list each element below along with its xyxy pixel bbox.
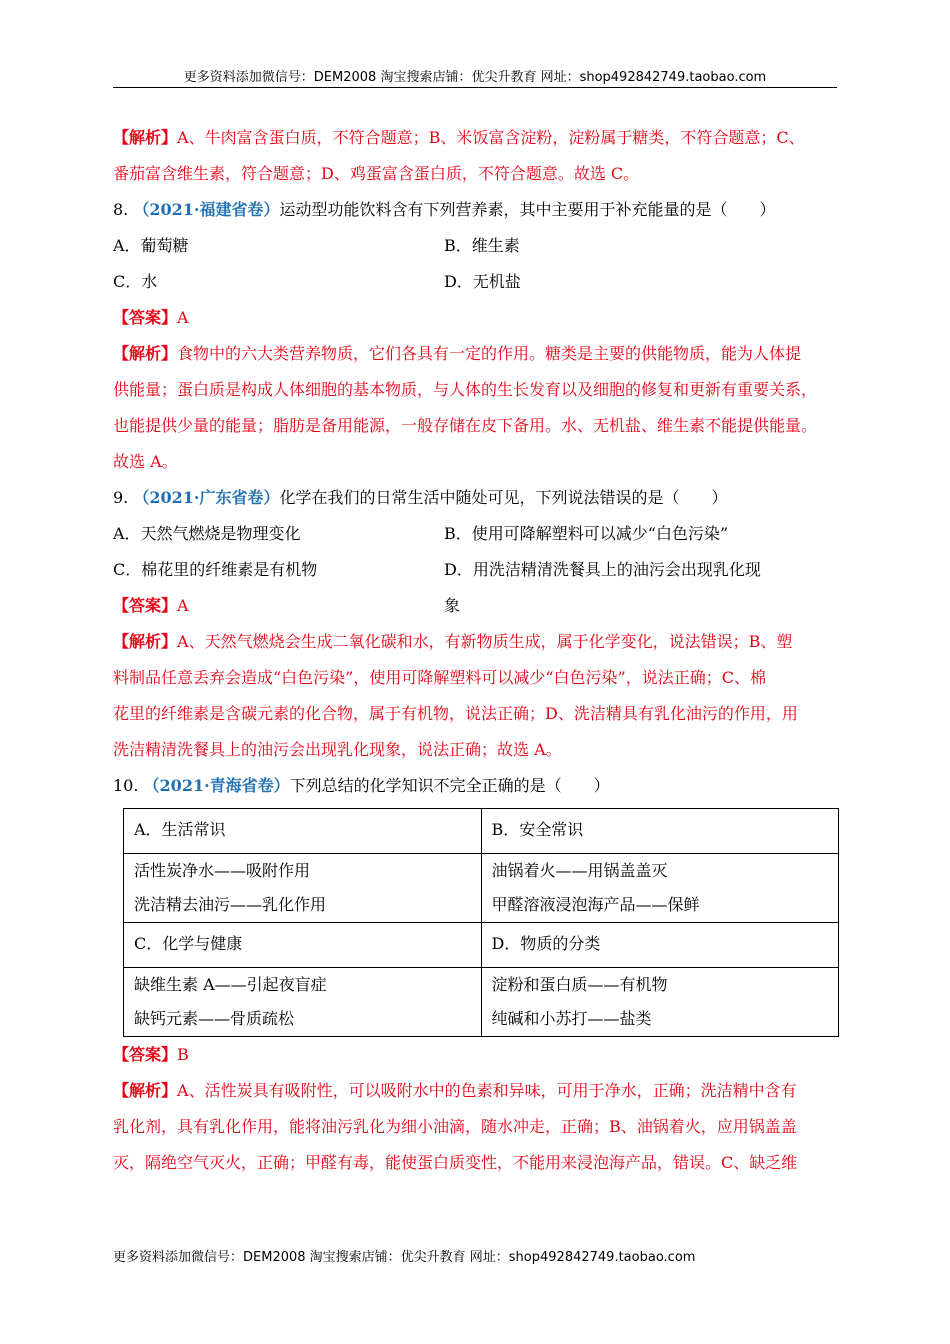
q10-analysis-line: 乳化剂，具有乳化作用，能将油污乳化为细小油滴，随水冲走，正确；B、油锅着火，应用锅盖盖 <box>113 1117 797 1136</box>
q10-stem: 10. （2021·青海省卷）下列总结的化学知识不完全正确的是（ ） <box>113 776 610 795</box>
q9-option-a: A．天然气燃烧是物理变化 <box>113 524 301 543</box>
q9-option-d: D．用洗洁精清洗餐具上的油污会出现乳化现象 <box>444 560 761 615</box>
table-cell-body: 活性炭净水——吸附作用 洗洁精去油污——乳化作用 <box>124 854 482 923</box>
q8-analysis-line: 供能量；蛋白质是构成人体细胞的基本物质，与人体的生长发育以及细胞的修复和更新有重要关系， <box>113 380 818 399</box>
q9-analysis-line: 花里的纤维素是含碳元素的化合物，属于有机物，说法正确；D、洗洁精具有乳化油污的作用，用 <box>113 704 798 723</box>
q8-source: （2021·福建省卷） <box>133 200 280 219</box>
q7-analysis-line: 【解析】A、牛肉富含蛋白质，不符合题意；B、米饭富含淀粉，淀粉属于糖类，不符合题意；C、 <box>113 128 805 147</box>
page-footer: 更多资料添加微信号：DEM2008 淘宝搜索店铺：优尖升教育 网址：shop492842749.taobao.com <box>113 1250 696 1265</box>
table-cell-title: A．生活常识 <box>124 809 482 854</box>
q9-source: （2021·广东省卷） <box>133 488 280 507</box>
q9-answer: 【答案】A <box>113 596 189 615</box>
q8-option-d: D．无机盐 <box>444 272 521 291</box>
page-content <box>113 120 837 1181</box>
q10-analysis-line: 【解析】A、活性炭具有吸附性，可以吸附水中的色素和异味，可用于净水，正确；洗洁精中含有 <box>113 1081 797 1100</box>
q10-options-table <box>123 808 839 1037</box>
q7-analysis-line: 番茄富含维生素，符合题意；D、鸡蛋富含蛋白质，不符合题意。故选 C。 <box>113 164 640 183</box>
q8-options-row <box>113 228 837 264</box>
table-cell-body: 缺维生素 A——引起夜盲症 缺钙元素——骨质疏松 <box>124 968 482 1037</box>
q10-analysis-line: 灭，隔绝空气灭火，正确；甲醛有毒，能使蛋白质变性，不能用来浸泡海产品，错误。C、缺乏维 <box>113 1153 798 1172</box>
q9-analysis-line: 料制品任意丢弃会造成“白色污染”，使用可降解塑料可以减少“白色污染”，说法正确；C、棉 <box>113 668 766 687</box>
q9-option-b: B．使用可降解塑料可以减少“白色污染” <box>444 524 729 543</box>
table-cell-title: C．化学与健康 <box>124 923 482 968</box>
table-cell-body: 油锅着火——用锅盖盖灭 甲醛溶液浸泡海产品——保鲜 <box>481 854 839 923</box>
q8-option-a: A．葡萄糖 <box>113 236 189 255</box>
q9-analysis-line: 洗洁精清洗餐具上的油污会出现乳化现象，说法正确；故选 A。 <box>113 740 562 759</box>
q10-source: （2021·青海省卷） <box>143 776 290 795</box>
page-header: 更多资料添加微信号：DEM2008 淘宝搜索店铺：优尖升教育 网址：shop492842749.taobao.com <box>183 70 767 85</box>
q10-answer: 【答案】B <box>113 1045 189 1064</box>
q9-option-c: C．棉花里的纤维素是有机物 <box>113 560 318 579</box>
q8-answer: 【答案】A <box>113 308 189 327</box>
q8-option-b: B．维生素 <box>444 236 520 255</box>
q9-analysis-line: 【解析】A、天然气燃烧会生成二氧化碳和水，有新物质生成，属于化学变化，说法错误；B、塑 <box>113 632 793 651</box>
table-cell-title: B．安全常识 <box>481 809 839 854</box>
q8-analysis-line: 【解析】食物中的六大类营养物质，它们各具有一定的作用。糖类是主要的供能物质，能为人体提 <box>113 344 802 363</box>
header-divider <box>113 87 837 88</box>
q8-stem: 8. （2021·福建省卷）运动型功能饮料含有下列营养素，其中主要用于补充能量的是（ ） <box>113 200 776 219</box>
q9-stem: 9. （2021·广东省卷）化学在我们的日常生活中随处可见，下列说法错误的是（ ） <box>113 488 728 507</box>
table-cell-body: 淀粉和蛋白质——有机物 纯碱和小苏打——盐类 <box>481 968 839 1037</box>
q8-analysis-line: 也能提供少量的能量；脂肪是备用能源，一般存储在皮下备用。水、无机盐、维生素不能提供能量。 <box>113 416 818 435</box>
table-cell-title: D．物质的分类 <box>481 923 839 968</box>
q8-option-c: C．水 <box>113 272 158 291</box>
analysis-tag: 【解析】 <box>113 128 178 147</box>
q8-analysis-line: 故选 A。 <box>113 452 178 471</box>
q9-options-row <box>113 516 837 552</box>
q8-options-row <box>113 264 837 300</box>
